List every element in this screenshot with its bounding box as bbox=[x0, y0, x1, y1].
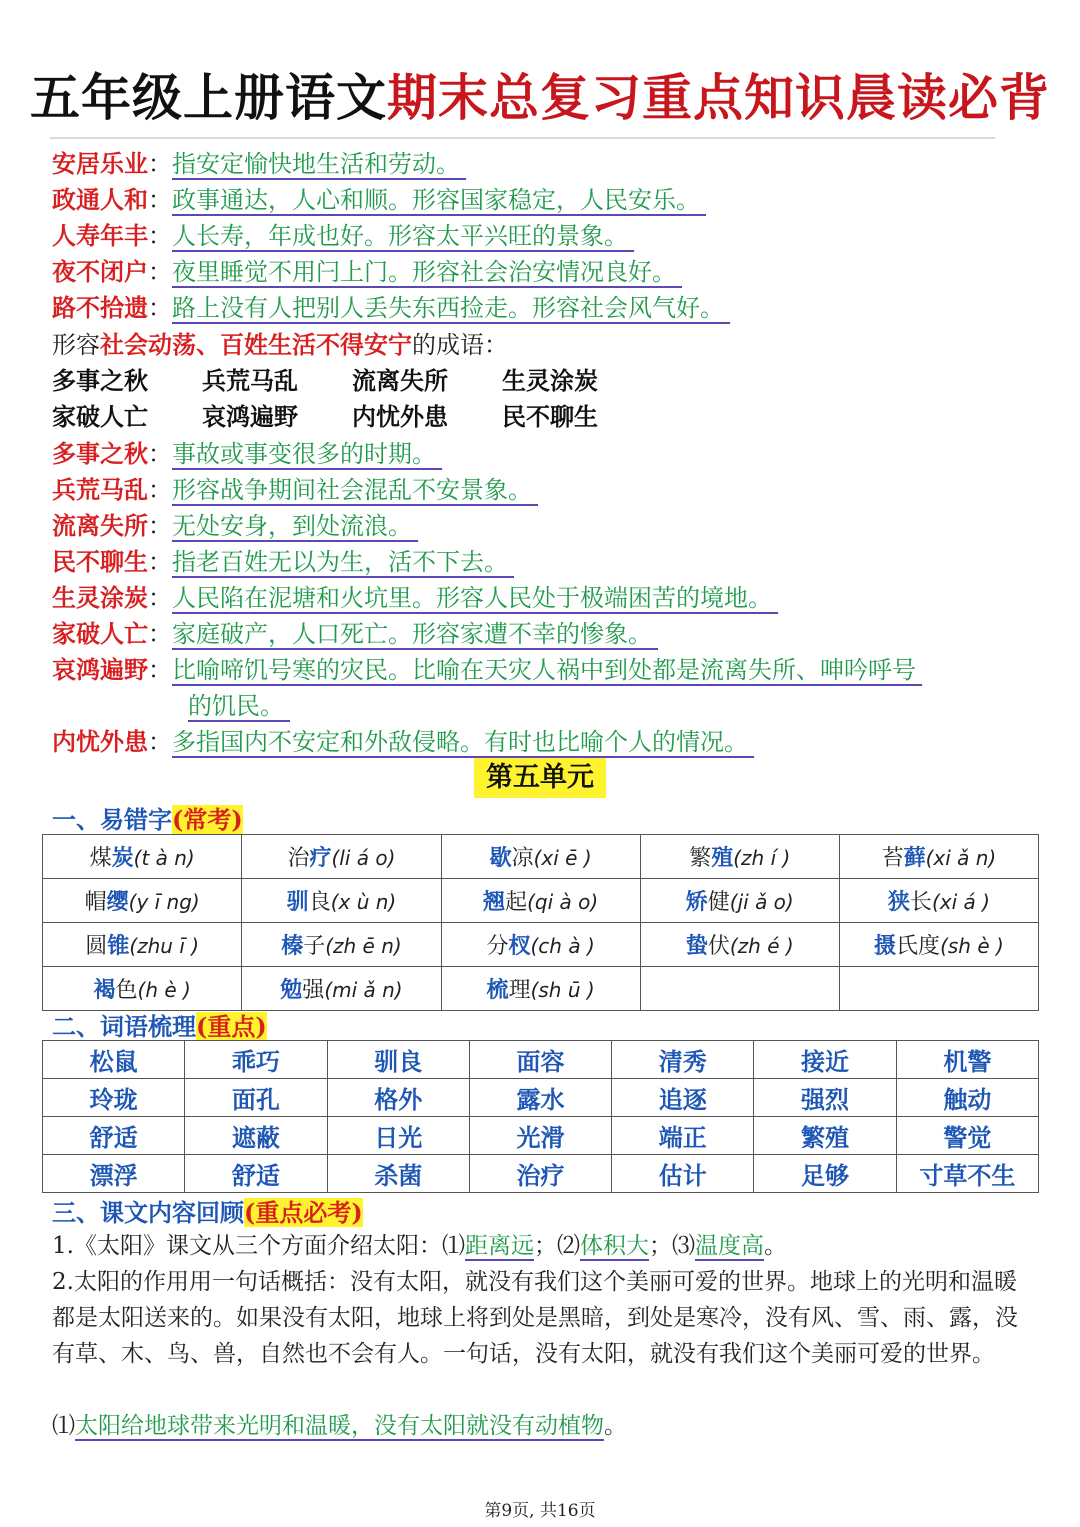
idiom-term: 流离失所 bbox=[52, 511, 148, 540]
unit-heading: 第五单元 bbox=[474, 758, 606, 798]
idiom-term: 安居乐业 bbox=[52, 149, 148, 178]
vocab-word: 日光 bbox=[327, 1117, 469, 1155]
review-point-2: 2.太阳的作用用一句话概括：没有太阳，就没有我们这个美丽可爱的世界。地球上的光明和温暖都是太阳送来的。如果没有太阳，地球上将到处是黑暗，到处是寒冷，没有风、雪、雨、露，没有草、木、鸟、兽，自然也不会有人。一句话，没有太阳，就没有我们这个美丽可爱的世界。 bbox=[52, 1269, 1018, 1367]
review-point-2-sub-1: ⑴太阳给地球带来光明和温暖，没有太阳就没有动植物。 bbox=[52, 1413, 627, 1439]
idiom-list-row: 多事之秋 兵荒马乱 流离失所 生灵涂炭 bbox=[52, 366, 598, 395]
typo-cell: 矫健(ji ǎ o) bbox=[640, 879, 839, 923]
vocab-row bbox=[43, 1079, 1039, 1117]
idiom-term: 内忧外患 bbox=[52, 727, 148, 756]
typo-cell: 苔藓(xi ǎ n) bbox=[839, 835, 1038, 879]
vocab-row bbox=[43, 1117, 1039, 1155]
idiom-term: 民不聊生 bbox=[52, 547, 148, 576]
vocab-word: 寸草不生 bbox=[896, 1155, 1038, 1193]
idiom-entry: 多事之秋：事故或事变很多的时期。 bbox=[52, 437, 442, 471]
typo-cell bbox=[839, 967, 1038, 1011]
idiom-definition: 政事通达，人心和顺。形容国家稳定，人民安乐。 bbox=[172, 186, 706, 216]
idiom-term: 家破人亡 bbox=[52, 619, 148, 648]
idiom-entry: 安居乐业：指安定愉快地生活和劳动。 bbox=[52, 147, 466, 181]
idiom-term: 人寿年丰 bbox=[52, 221, 148, 250]
vocab-word: 触动 bbox=[896, 1079, 1038, 1117]
typo-cell: 摄氏度(sh è ) bbox=[839, 923, 1038, 967]
vocab-word: 繁殖 bbox=[754, 1117, 896, 1155]
vocab-word: 乖巧 bbox=[185, 1041, 327, 1079]
review-point-1: 1.《太阳》课文从三个方面介绍太阳：⑴距离远；⑵体积大；⑶温度高。 bbox=[52, 1233, 787, 1259]
section-heading-review: 三、课文内容回顾(重点必考) bbox=[52, 1198, 363, 1227]
vocab-word: 强烈 bbox=[754, 1079, 896, 1117]
typo-cell: 褐色(h è ) bbox=[43, 967, 242, 1011]
vocab-row bbox=[43, 1155, 1039, 1193]
typo-characters-table bbox=[42, 834, 1039, 1011]
idiom-term: 政通人和 bbox=[52, 185, 148, 214]
typo-cell: 驯良(x ù n) bbox=[242, 879, 441, 923]
typo-cell: 煤炭(t à n) bbox=[43, 835, 242, 879]
typo-row bbox=[43, 967, 1039, 1011]
typo-cell: 翘起(qi à o) bbox=[441, 879, 640, 923]
idiom-definition: 多指国内不安定和外敌侵略。有时也比喻个人的情况。 bbox=[172, 728, 754, 758]
idiom-definition: 指老百姓无以为生，活不下去。 bbox=[172, 548, 514, 578]
typo-cell: 梳理(sh ū ) bbox=[441, 967, 640, 1011]
typo-cell: 圆锥(zhu ī ) bbox=[43, 923, 242, 967]
vocab-word: 端正 bbox=[612, 1117, 754, 1155]
vocab-word: 面孔 bbox=[185, 1079, 327, 1117]
idiom-definition: 无处安身，到处流浪。 bbox=[172, 512, 418, 542]
idiom-entry: 人寿年丰：人长寿，年成也好。形容太平兴旺的景象。 bbox=[52, 219, 634, 253]
vocab-word: 松鼠 bbox=[43, 1041, 185, 1079]
vocab-word: 舒适 bbox=[43, 1117, 185, 1155]
idiom-definition-continued: 的饥民。 bbox=[188, 689, 290, 723]
idiom-intro: 形容社会动荡、百姓生活不得安宁的成语： bbox=[52, 330, 508, 359]
idiom-entry: 政通人和：政事通达，人心和顺。形容国家稳定，人民安乐。 bbox=[52, 183, 706, 217]
idiom-entry: 家破人亡：家庭破产，人口死亡。形容家遭不幸的惨象。 bbox=[52, 617, 658, 651]
idiom-definition: 夜里睡觉不用闩上门。形容社会治安情况良好。 bbox=[172, 258, 682, 288]
vocab-word: 追逐 bbox=[612, 1079, 754, 1117]
idiom-term: 夜不闭户 bbox=[52, 257, 148, 286]
vocab-word: 接近 bbox=[754, 1041, 896, 1079]
typo-cell: 榛子(zh ē n) bbox=[242, 923, 441, 967]
vocab-word: 遮蔽 bbox=[185, 1117, 327, 1155]
vocab-word: 露水 bbox=[469, 1079, 611, 1117]
vocab-word: 杀菌 bbox=[327, 1155, 469, 1193]
typo-row bbox=[43, 879, 1039, 923]
typo-row bbox=[43, 923, 1039, 967]
vocab-word: 估计 bbox=[612, 1155, 754, 1193]
title-black-part: 五年级上册语文 bbox=[30, 68, 387, 127]
vocab-word: 机警 bbox=[896, 1041, 1038, 1079]
section-heading-typos: 一、易错字(常考) bbox=[52, 805, 243, 834]
idiom-term: 路不拾遗 bbox=[52, 293, 148, 322]
idiom-term: 兵荒马乱 bbox=[52, 475, 148, 504]
vocab-word: 玲珑 bbox=[43, 1079, 185, 1117]
idiom-entry: 生灵涂炭：人民陷在泥塘和火坑里。形容人民处于极端困苦的境地。 bbox=[52, 581, 778, 615]
idiom-term: 生灵涂炭 bbox=[52, 583, 148, 612]
title-divider bbox=[50, 137, 995, 139]
vocab-word: 治疗 bbox=[469, 1155, 611, 1193]
idiom-definition: 人民陷在泥塘和火坑里。形容人民处于极端困苦的境地。 bbox=[172, 584, 778, 614]
section-heading-words: 二、词语梳理(重点) bbox=[52, 1012, 267, 1041]
typo-cell: 蛰伏(zh é ) bbox=[640, 923, 839, 967]
idiom-entry: 夜不闭户：夜里睡觉不用闩上门。形容社会治安情况良好。 bbox=[52, 255, 682, 289]
idiom-list-row: 家破人亡 哀鸿遍野 内忧外患 民不聊生 bbox=[52, 402, 598, 431]
typo-cell: 歇凉(xi ē ) bbox=[441, 835, 640, 879]
title-red-part: 期末总复习重点知识晨读必背 bbox=[387, 68, 1050, 127]
idiom-definition: 人长寿，年成也好。形容太平兴旺的景象。 bbox=[172, 222, 634, 252]
idiom-definition: 比喻啼饥号寒的灾民。比喻在天灾人祸中到处都是流离失所、呻吟呼号 bbox=[172, 656, 922, 686]
idiom-term: 多事之秋 bbox=[52, 439, 148, 468]
typo-cell: 治疗(li á o) bbox=[242, 835, 441, 879]
idiom-entry: 路不拾遗：路上没有人把别人丢失东西捡走。形容社会风气好。 bbox=[52, 291, 730, 325]
typo-cell: 帽缨(y ī ng) bbox=[43, 879, 242, 923]
idiom-entry: 兵荒马乱：形容战争期间社会混乱不安景象。 bbox=[52, 473, 538, 507]
vocab-word: 足够 bbox=[754, 1155, 896, 1193]
typo-cell: 狭长(xi á ) bbox=[839, 879, 1038, 923]
typo-cell: 繁殖(zh í ) bbox=[640, 835, 839, 879]
idiom-term: 哀鸿遍野 bbox=[52, 655, 148, 684]
vocab-word: 光滑 bbox=[469, 1117, 611, 1155]
vocab-word: 清秀 bbox=[612, 1041, 754, 1079]
vocab-word: 面容 bbox=[469, 1041, 611, 1079]
idiom-entry: 流离失所：无处安身，到处流浪。 bbox=[52, 509, 418, 543]
idiom-entry: 民不聊生：指老百姓无以为生，活不下去。 bbox=[52, 545, 514, 579]
vocabulary-table bbox=[42, 1040, 1039, 1193]
vocab-row bbox=[43, 1041, 1039, 1079]
typo-cell: 勉强(mi ǎ n) bbox=[242, 967, 441, 1011]
page-footer: 第9页, 共16页 bbox=[484, 1501, 596, 1521]
vocab-word: 警觉 bbox=[896, 1117, 1038, 1155]
idiom-definition: 形容战争期间社会混乱不安景象。 bbox=[172, 476, 538, 506]
typo-cell: 分杈(ch à ) bbox=[441, 923, 640, 967]
vocab-word: 舒适 bbox=[185, 1155, 327, 1193]
idiom-definition: 家庭破产，人口死亡。形容家遭不幸的惨象。 bbox=[172, 620, 658, 650]
idiom-entry: 哀鸿遍野：比喻啼饥号寒的灾民。比喻在天灾人祸中到处都是流离失所、呻吟呼号 bbox=[52, 653, 922, 687]
vocab-word: 驯良 bbox=[327, 1041, 469, 1079]
typo-cell bbox=[640, 967, 839, 1011]
idiom-entry: 内忧外患：多指国内不安定和外敌侵略。有时也比喻个人的情况。 bbox=[52, 725, 754, 759]
page-title bbox=[0, 58, 1080, 130]
vocab-word: 漂浮 bbox=[43, 1155, 185, 1193]
typo-row bbox=[43, 835, 1039, 879]
idiom-definition: 指安定愉快地生活和劳动。 bbox=[172, 150, 466, 180]
vocab-word: 格外 bbox=[327, 1079, 469, 1117]
idiom-definition: 路上没有人把别人丢失东西捡走。形容社会风气好。 bbox=[172, 294, 730, 324]
idiom-definition: 事故或事变很多的时期。 bbox=[172, 440, 442, 470]
